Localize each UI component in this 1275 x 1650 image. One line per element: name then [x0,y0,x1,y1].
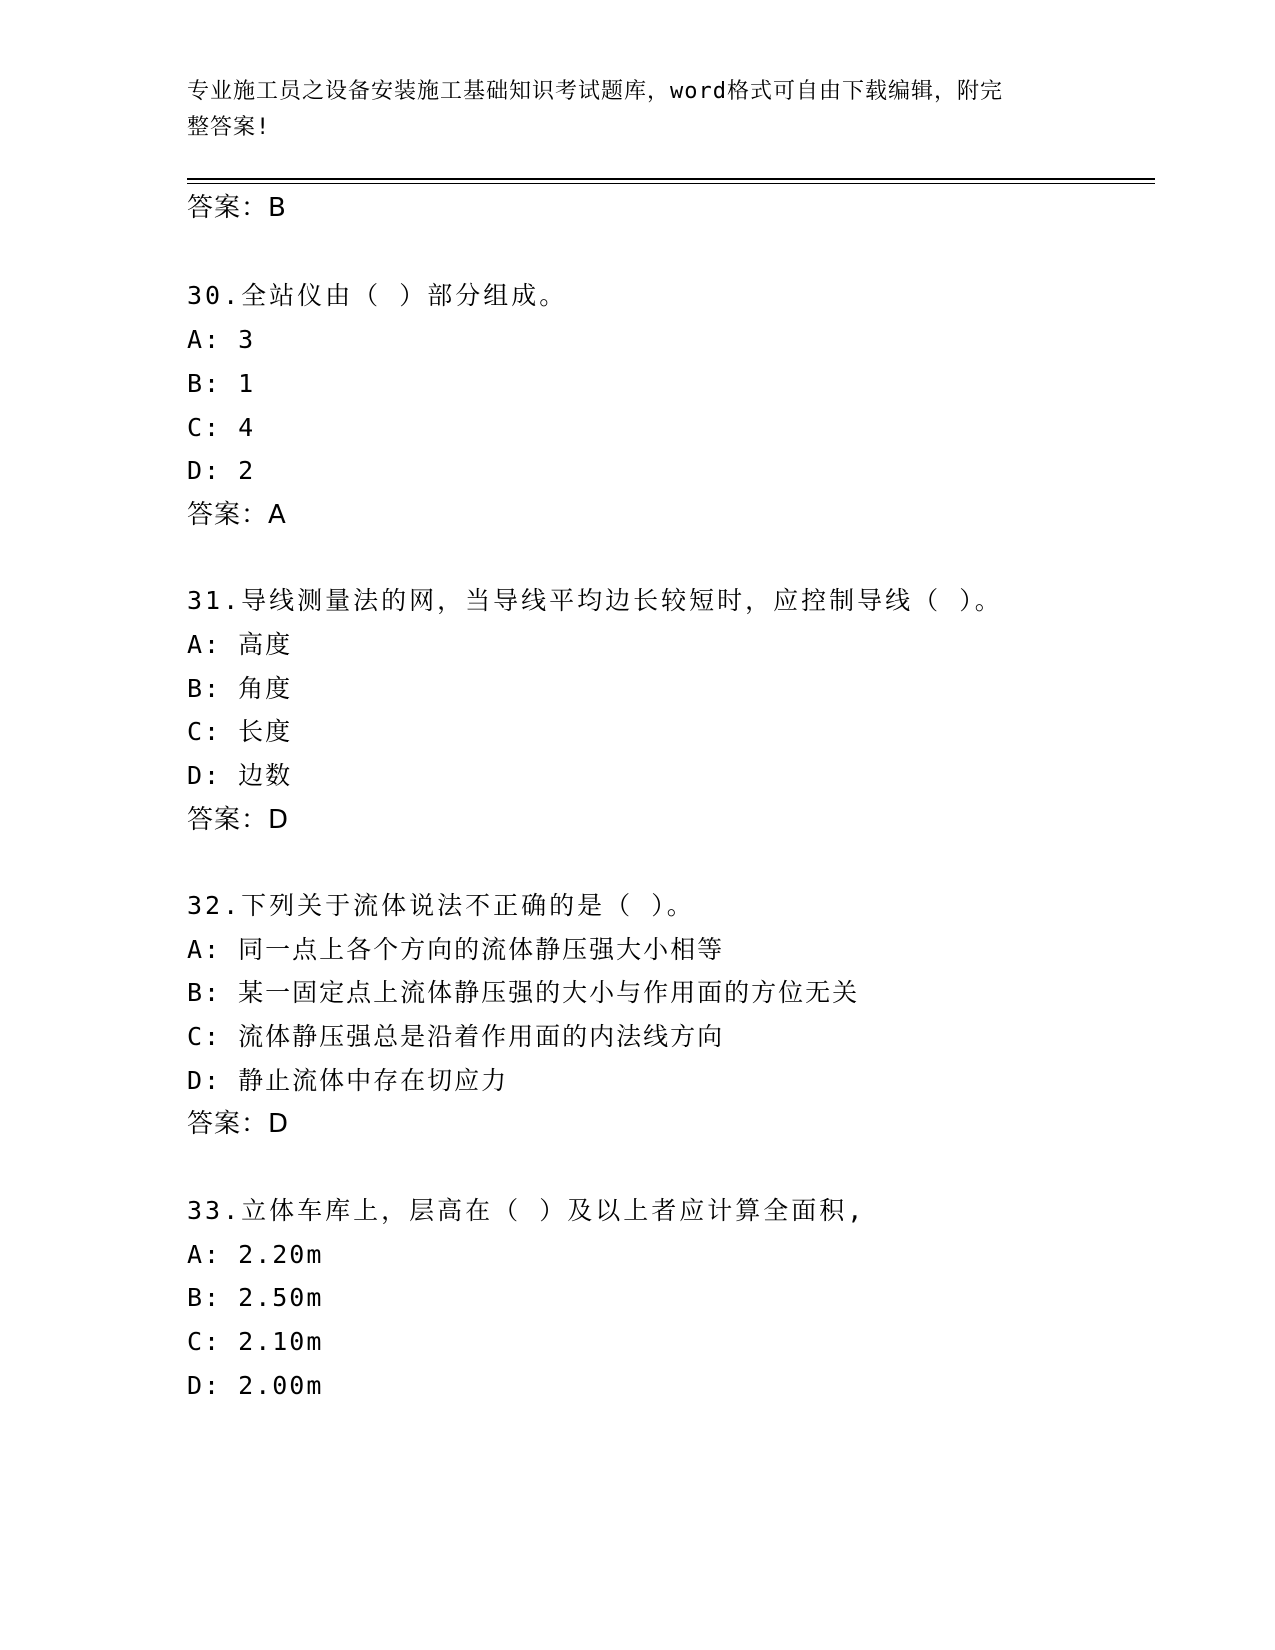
question-31-option-a: A: 高度 [187,630,293,659]
question-32-option-c: C: 流体静压强总是沿着作用面的内法线方向 [187,1022,725,1051]
question-32-option-b: B: 某一固定点上流体静压强的大小与作用面的方位无关 [187,978,860,1007]
question-31-stem: 31.导线测量法的网，当导线平均边长较短时，应控制导线（ ）。 [187,586,1003,615]
question-32-option-d: D: 静止流体中存在切应力 [187,1066,509,1095]
question-33-option-a: A: 2.20m [187,1240,324,1269]
question-33-option-c: C: 2.10m [187,1327,324,1356]
question-31-answer: 答案：D [187,805,290,835]
question-32-option-a: A: 同一点上各个方向的流体静压强大小相等 [187,935,725,964]
question-32-answer: 答案：D [187,1109,290,1139]
document-header [187,74,1067,146]
header-line-1: 专业施工员之设备安装施工基础知识考试题库，word格式可自由下载编辑，附完 [187,79,1003,104]
question-30-stem: 30.全站仪由（ ）部分组成。 [187,281,568,310]
header-divider-thick [187,178,1155,180]
question-30-option-c: C: 4 [187,413,256,442]
question-33-stem: 33.立体车库上，层高在（ ）及以上者应计算全面积, [187,1196,866,1225]
question-30-answer: 答案：A [187,500,287,530]
question-32-stem: 32.下列关于流体说法不正确的是（ ）。 [187,891,695,920]
question-31-option-b: B: 角度 [187,674,293,703]
header-line-2: 整答案! [187,115,271,140]
question-30-option-d: D: 2 [187,456,256,485]
header-divider-thin [187,183,1155,184]
question-31-option-c: C: 长度 [187,717,293,746]
question-33-option-d: D: 2.00m [187,1371,324,1400]
question-30-option-b: B: 1 [187,369,256,398]
question-31-option-d: D: 边数 [187,761,293,790]
question-30-option-a: A: 3 [187,325,256,354]
question-33-option-b: B: 2.50m [187,1283,324,1312]
previous-answer: 答案：B [187,193,287,223]
